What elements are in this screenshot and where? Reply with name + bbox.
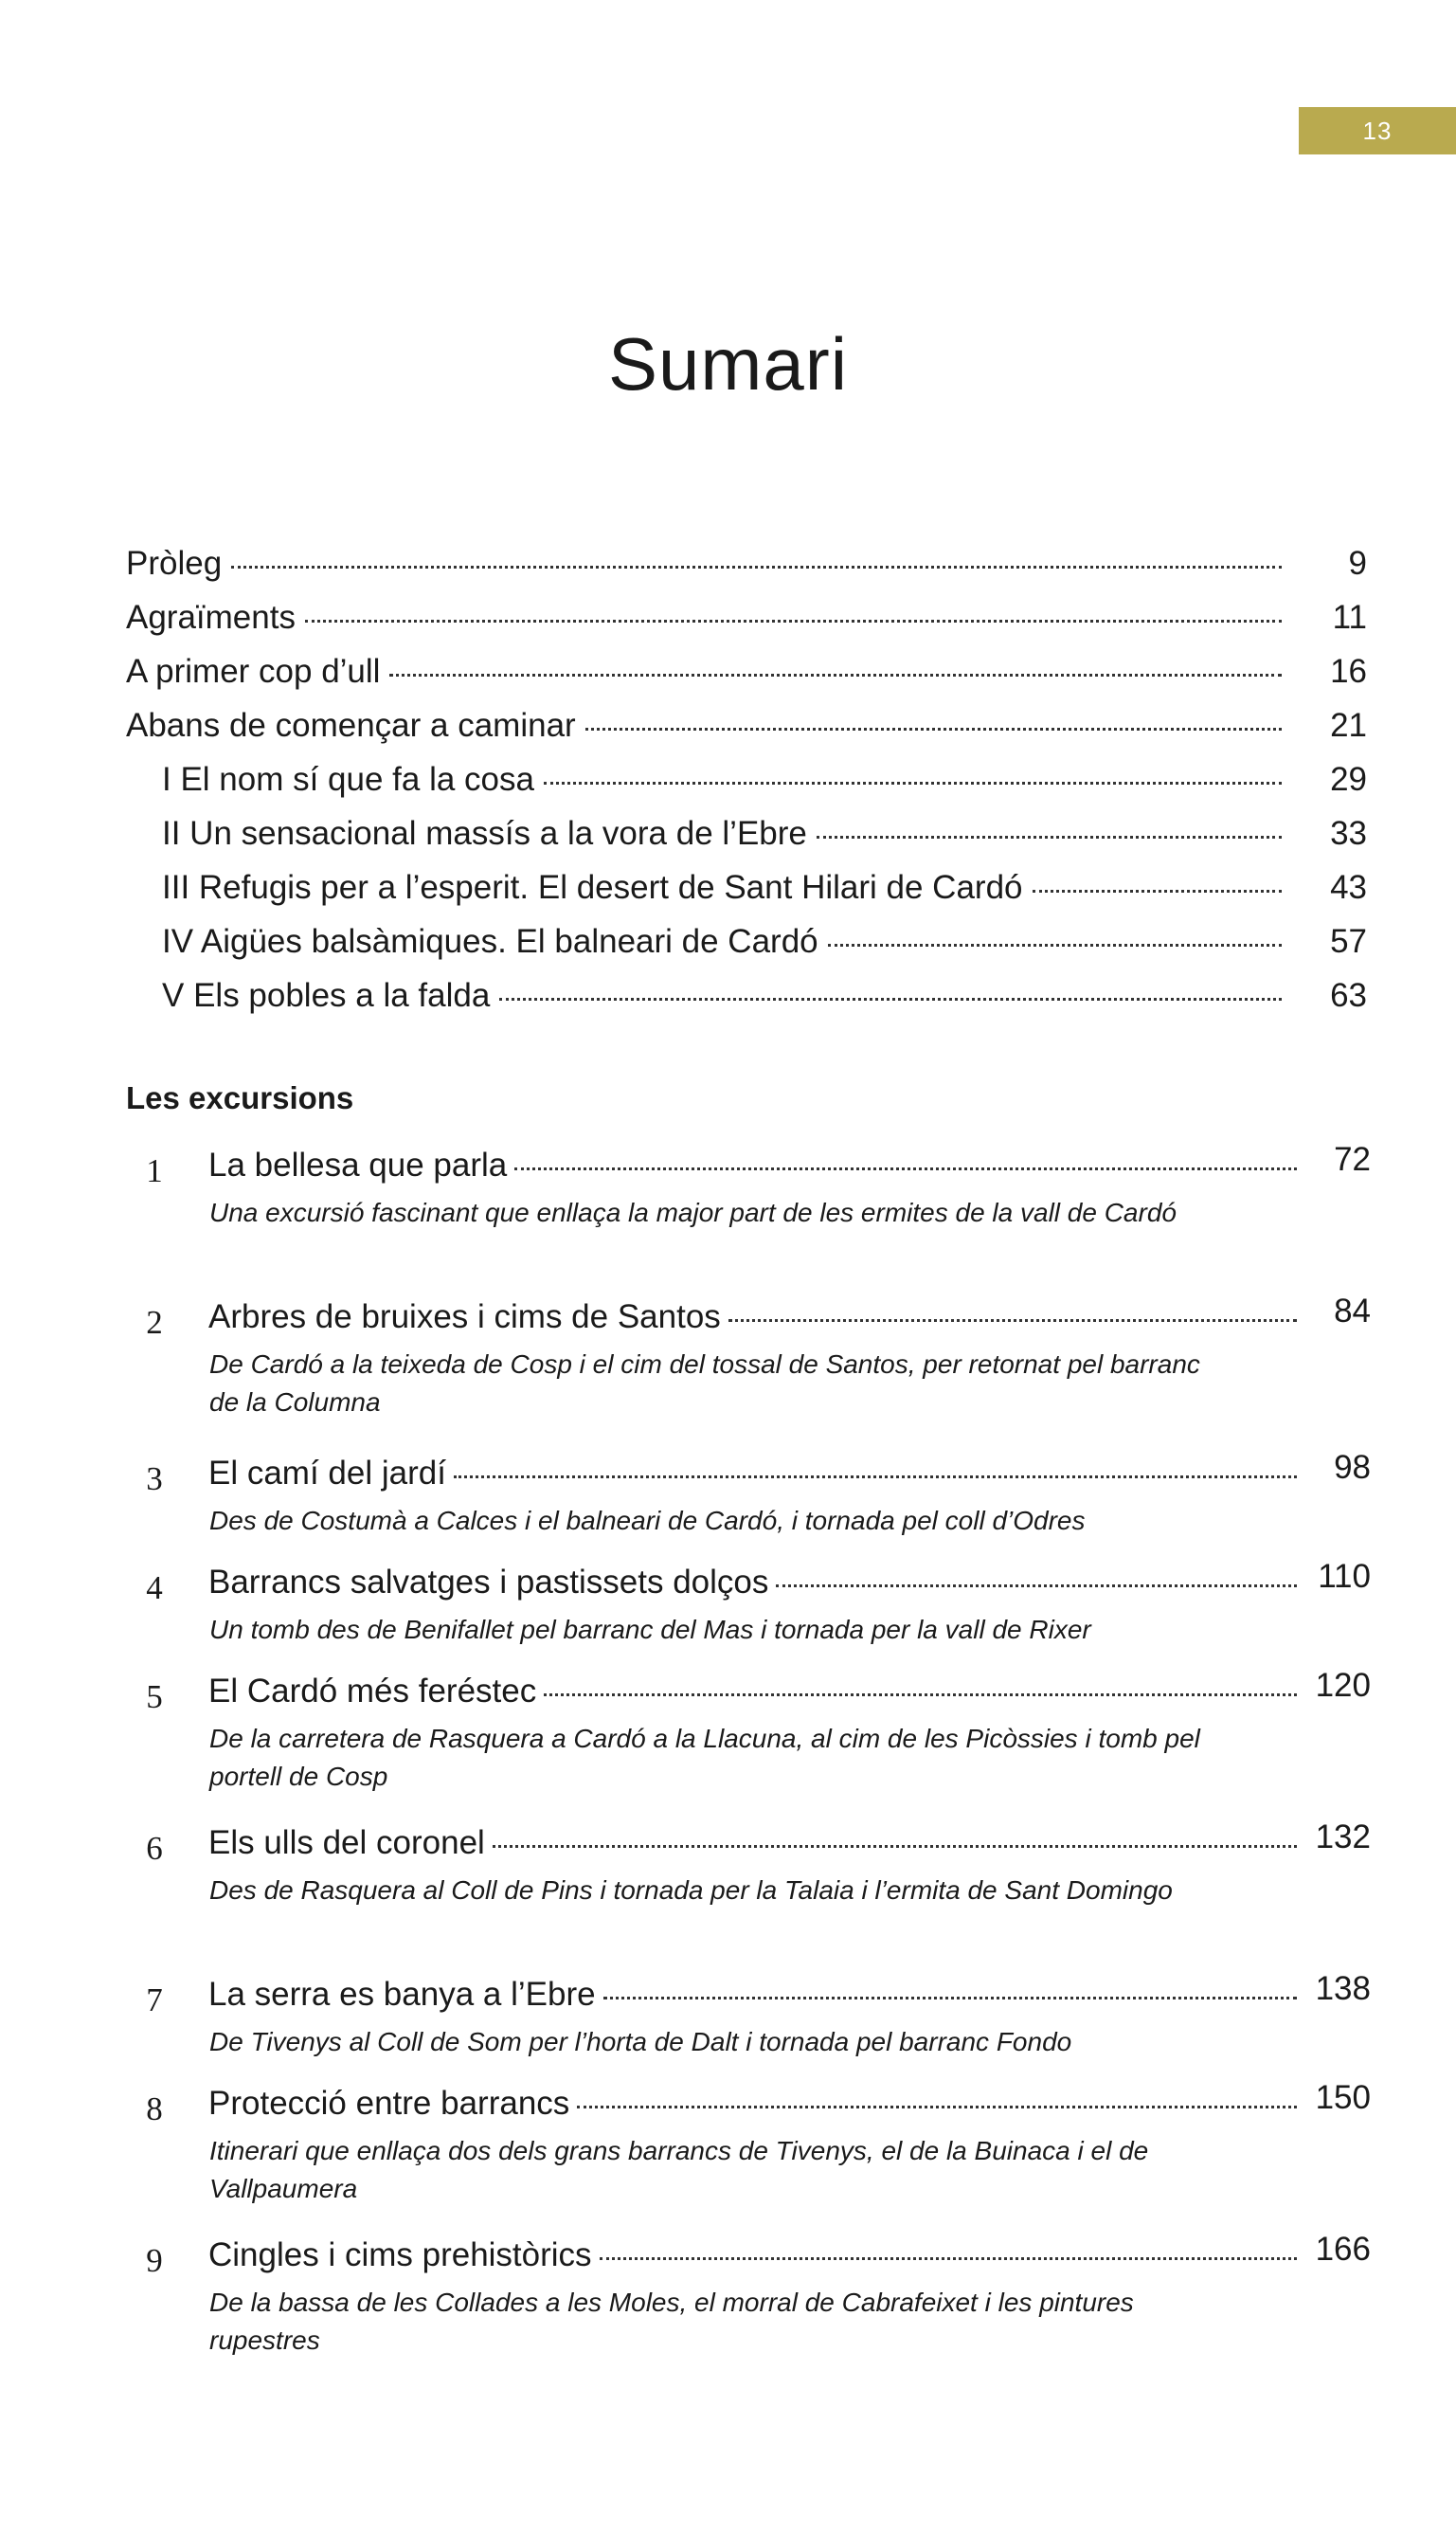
excursion-page: 98 xyxy=(1334,1449,1371,1486)
toc-entry-title: Agraïments xyxy=(126,599,296,636)
excursion-number: 6 xyxy=(146,1830,163,1867)
dot-leader xyxy=(577,2106,1297,2108)
toc-entry-title: IV Aigües balsàmiques. El balneari de Cardó xyxy=(162,923,818,960)
toc-entry-page: 57 xyxy=(1330,923,1367,960)
excursion-title: Els ulls del coronel xyxy=(208,1824,485,1861)
toc-entry-chapter xyxy=(126,815,1367,869)
excursion-title-line xyxy=(208,1449,1371,1493)
page-number-tab: 13 xyxy=(1299,107,1456,154)
excursion-number: 4 xyxy=(146,1569,163,1606)
toc-entry-title: A primer cop d’ull xyxy=(126,653,381,690)
dot-leader xyxy=(499,998,1282,1001)
excursion-title: La serra es banya a l’Ebre xyxy=(208,1976,596,2013)
excursion-description: De la carretera de Rasquera a Cardó a la Llacuna, al cim de les Picòssies i tomb pel portell de Cosp xyxy=(209,1724,1200,1791)
excursion-description: De Cardó a la teixeda de Cosp i el cim del tossal de Santos, per retornat pel barranc de la Columna xyxy=(209,1349,1200,1417)
excursion-title: El camí del jardí xyxy=(208,1455,446,1492)
excursion-page: 166 xyxy=(1315,2231,1371,2268)
excursion-description: Una excursió fascinant que enllaça la major part de les ermites de la vall de Cardó xyxy=(209,1198,1177,1227)
toc-entry-title: I El nom sí que fa la cosa xyxy=(162,761,534,798)
toc-entry-title: Pròleg xyxy=(126,545,223,582)
excursion-title: Cingles i cims prehistòrics xyxy=(208,2236,592,2273)
excursion-description: Des de Rasquera al Coll de Pins i tornada per la Talaia i l’ermita de Sant Domingo xyxy=(209,1875,1173,1905)
toc-entry-page: 21 xyxy=(1330,707,1367,744)
excursion-page: 132 xyxy=(1315,1818,1371,1855)
toc-entry-page: 63 xyxy=(1330,977,1367,1014)
excursion-title: Protecció entre barrancs xyxy=(208,2085,570,2122)
excursion-page: 84 xyxy=(1334,1293,1371,1330)
excursion-title-line xyxy=(208,1558,1371,1601)
excursion-page: 120 xyxy=(1315,1667,1371,1704)
dot-leader xyxy=(454,1475,1297,1478)
excursion-title-line xyxy=(208,1970,1371,2014)
toc-entry xyxy=(126,545,1367,599)
excursion-title: Barrancs salvatges i pastissets dolços xyxy=(208,1564,769,1601)
excursion-number: 7 xyxy=(146,1981,163,2018)
page-title: Sumari xyxy=(607,322,849,406)
dot-leader xyxy=(600,2257,1297,2260)
excursion-number: 3 xyxy=(146,1460,163,1497)
dot-leader xyxy=(493,1845,1297,1848)
excursion-page: 150 xyxy=(1315,2079,1371,2116)
excursion-title: Arbres de bruixes i cims de Santos xyxy=(208,1298,721,1335)
dot-leader xyxy=(544,1693,1297,1696)
toc-entry-page: 43 xyxy=(1330,869,1367,906)
dot-leader xyxy=(603,1997,1297,1999)
dot-leader xyxy=(728,1319,1297,1322)
excursion-number: 1 xyxy=(146,1152,163,1189)
dot-leader xyxy=(828,944,1282,947)
toc-entry-chapter xyxy=(126,869,1367,923)
excursion-title-line xyxy=(208,1667,1371,1710)
excursion-number: 2 xyxy=(146,1304,163,1341)
dot-leader xyxy=(585,728,1282,731)
toc-entry-title: III Refugis per a l’esperit. El desert de Sant Hilari de Cardó xyxy=(162,869,1023,906)
toc-entry-page: 33 xyxy=(1330,815,1367,852)
excursion-title: El Cardó més feréstec xyxy=(208,1673,537,1710)
excursion-title-line xyxy=(208,2079,1371,2123)
excursion-description: Itinerari que enllaça dos dels grans barrancs de Tivenys, el de la Buinaca i el de Vallpaumera xyxy=(209,2136,1149,2203)
excursion-description: De la bassa de les Collades a les Moles, el morral de Cabrafeixet i les pintures rupestres xyxy=(209,2288,1134,2355)
toc-entry xyxy=(126,599,1367,653)
front-matter-list xyxy=(126,545,1367,1031)
dot-leader xyxy=(231,566,1282,569)
toc-entry-page: 29 xyxy=(1330,761,1367,798)
excursion-description: Des de Costumà a Calces i el balneari de Cardó, i tornada pel coll d’Odres xyxy=(209,1506,1086,1535)
toc-entry xyxy=(126,653,1367,707)
toc-entry xyxy=(126,707,1367,761)
toc-entry-title: V Els pobles a la falda xyxy=(162,977,491,1014)
toc-entry-chapter xyxy=(126,761,1367,815)
toc-entry-title: Abans de començar a caminar xyxy=(126,707,576,744)
excursion-title-line xyxy=(208,1818,1371,1862)
toc-entry-page: 11 xyxy=(1332,599,1367,636)
excursion-description: Un tomb des de Benifallet pel barranc del Mas i tornada per la vall de Rixer xyxy=(209,1615,1091,1644)
excursion-title: La bellesa que parla xyxy=(208,1147,508,1184)
dot-leader xyxy=(817,836,1282,839)
excursion-title-line xyxy=(208,1141,1371,1185)
excursion-page: 110 xyxy=(1318,1558,1371,1595)
excursion-title-line xyxy=(208,2231,1371,2274)
toc-entry-chapter xyxy=(126,923,1367,977)
excursion-number: 8 xyxy=(146,2090,163,2127)
dot-leader xyxy=(305,620,1282,623)
toc-entry-page: 9 xyxy=(1348,545,1367,582)
excursion-page: 138 xyxy=(1315,1970,1371,2007)
excursions-heading: Les excursions xyxy=(126,1080,354,1115)
toc-entry-chapter xyxy=(126,977,1367,1031)
excursion-description: De Tivenys al Coll de Som per l’horta de Dalt i tornada pel barranc Fondo xyxy=(209,2027,1072,2056)
excursion-number: 9 xyxy=(146,2242,163,2279)
toc-entry-title: II Un sensacional massís a la vora de l’Ebre xyxy=(162,815,807,852)
dot-leader xyxy=(544,782,1282,785)
dot-leader xyxy=(514,1167,1297,1170)
excursion-number: 5 xyxy=(146,1678,163,1715)
dot-leader xyxy=(776,1584,1297,1587)
dot-leader xyxy=(1033,890,1283,893)
excursion-page: 72 xyxy=(1334,1141,1371,1178)
toc-entry-page: 16 xyxy=(1330,653,1367,690)
excursion-title-line xyxy=(208,1293,1371,1336)
dot-leader xyxy=(389,674,1282,677)
